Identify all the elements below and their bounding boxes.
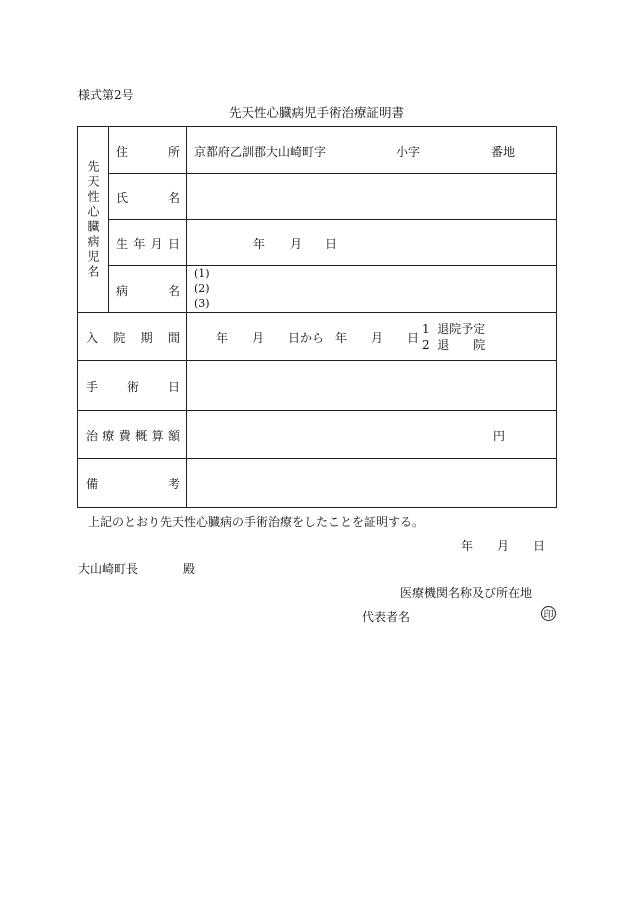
name-label: 氏 名 [116, 191, 180, 205]
disease-list [194, 266, 210, 311]
document-title: 先天性心臓病児手術治療証明書 [229, 105, 405, 120]
birthdate-month: 月 [290, 237, 303, 251]
admission-label: 入 院 期 間 [86, 331, 180, 345]
discharge-planned: 退院予定 [437, 322, 486, 336]
admission-month-2: 月 [371, 331, 384, 345]
admission-month-1: 月 [252, 331, 265, 345]
row-divider [78, 360, 557, 361]
surgery-date-label: 手 術 日 [86, 380, 180, 394]
cost-unit: 円 [493, 429, 506, 443]
column-divider [108, 127, 109, 312]
address-koaza: 小字 [396, 145, 421, 159]
certificate-table [77, 126, 557, 508]
certification-statement: 上記のとおり先天性心臓病の手術治療をしたことを証明する。 [88, 515, 425, 529]
discharged: 退 院 [437, 338, 486, 352]
address-banchi: 番地 [491, 145, 516, 159]
disease-item-2: (2) [194, 282, 210, 295]
row-divider [78, 312, 557, 313]
honorific: 殿 [183, 562, 196, 576]
certificate-date-month: 月 [497, 539, 510, 553]
row-divider [108, 173, 557, 174]
column-divider [186, 127, 187, 507]
row-divider [108, 265, 557, 266]
form-number: 様式第2号 [78, 88, 134, 102]
certificate-date-year: 年 [461, 539, 474, 553]
row-divider [78, 410, 557, 411]
address-label: 住 所 [116, 145, 180, 159]
admission-year-1: 年 [216, 331, 229, 345]
disease-label: 病 名 [116, 284, 180, 298]
address-prefix: 京都府乙訓郡大山崎町字 [194, 145, 327, 159]
row-divider [108, 219, 557, 220]
admission-day-2: 日 [407, 331, 420, 345]
certificate-date-day: 日 [533, 539, 546, 553]
admission-day-1: 日から [288, 331, 325, 345]
remarks-label: 備 考 [86, 477, 180, 491]
row-divider [78, 458, 557, 459]
patient-group-label: 先天性心臓病児名 [86, 160, 100, 280]
addressee: 大山崎町長 [78, 562, 139, 576]
disease-item-1: (1) [194, 267, 210, 280]
disease-item-3: (3) [194, 297, 210, 310]
discharge-options: 1 退院予定 2 退 院 [422, 322, 486, 352]
institution-label: 医療機関名称及び所在地 [400, 586, 533, 600]
birthdate-label: 生 年 月 日 [116, 237, 180, 251]
admission-year-2: 年 [335, 331, 348, 345]
seal-mark: 印 [541, 606, 556, 621]
cost-label: 治 療 費 概 算 額 [86, 429, 180, 443]
birthdate-day: 日 [325, 237, 338, 251]
birthdate-year: 年 [253, 237, 266, 251]
representative-label: 代表者名 [362, 610, 411, 624]
